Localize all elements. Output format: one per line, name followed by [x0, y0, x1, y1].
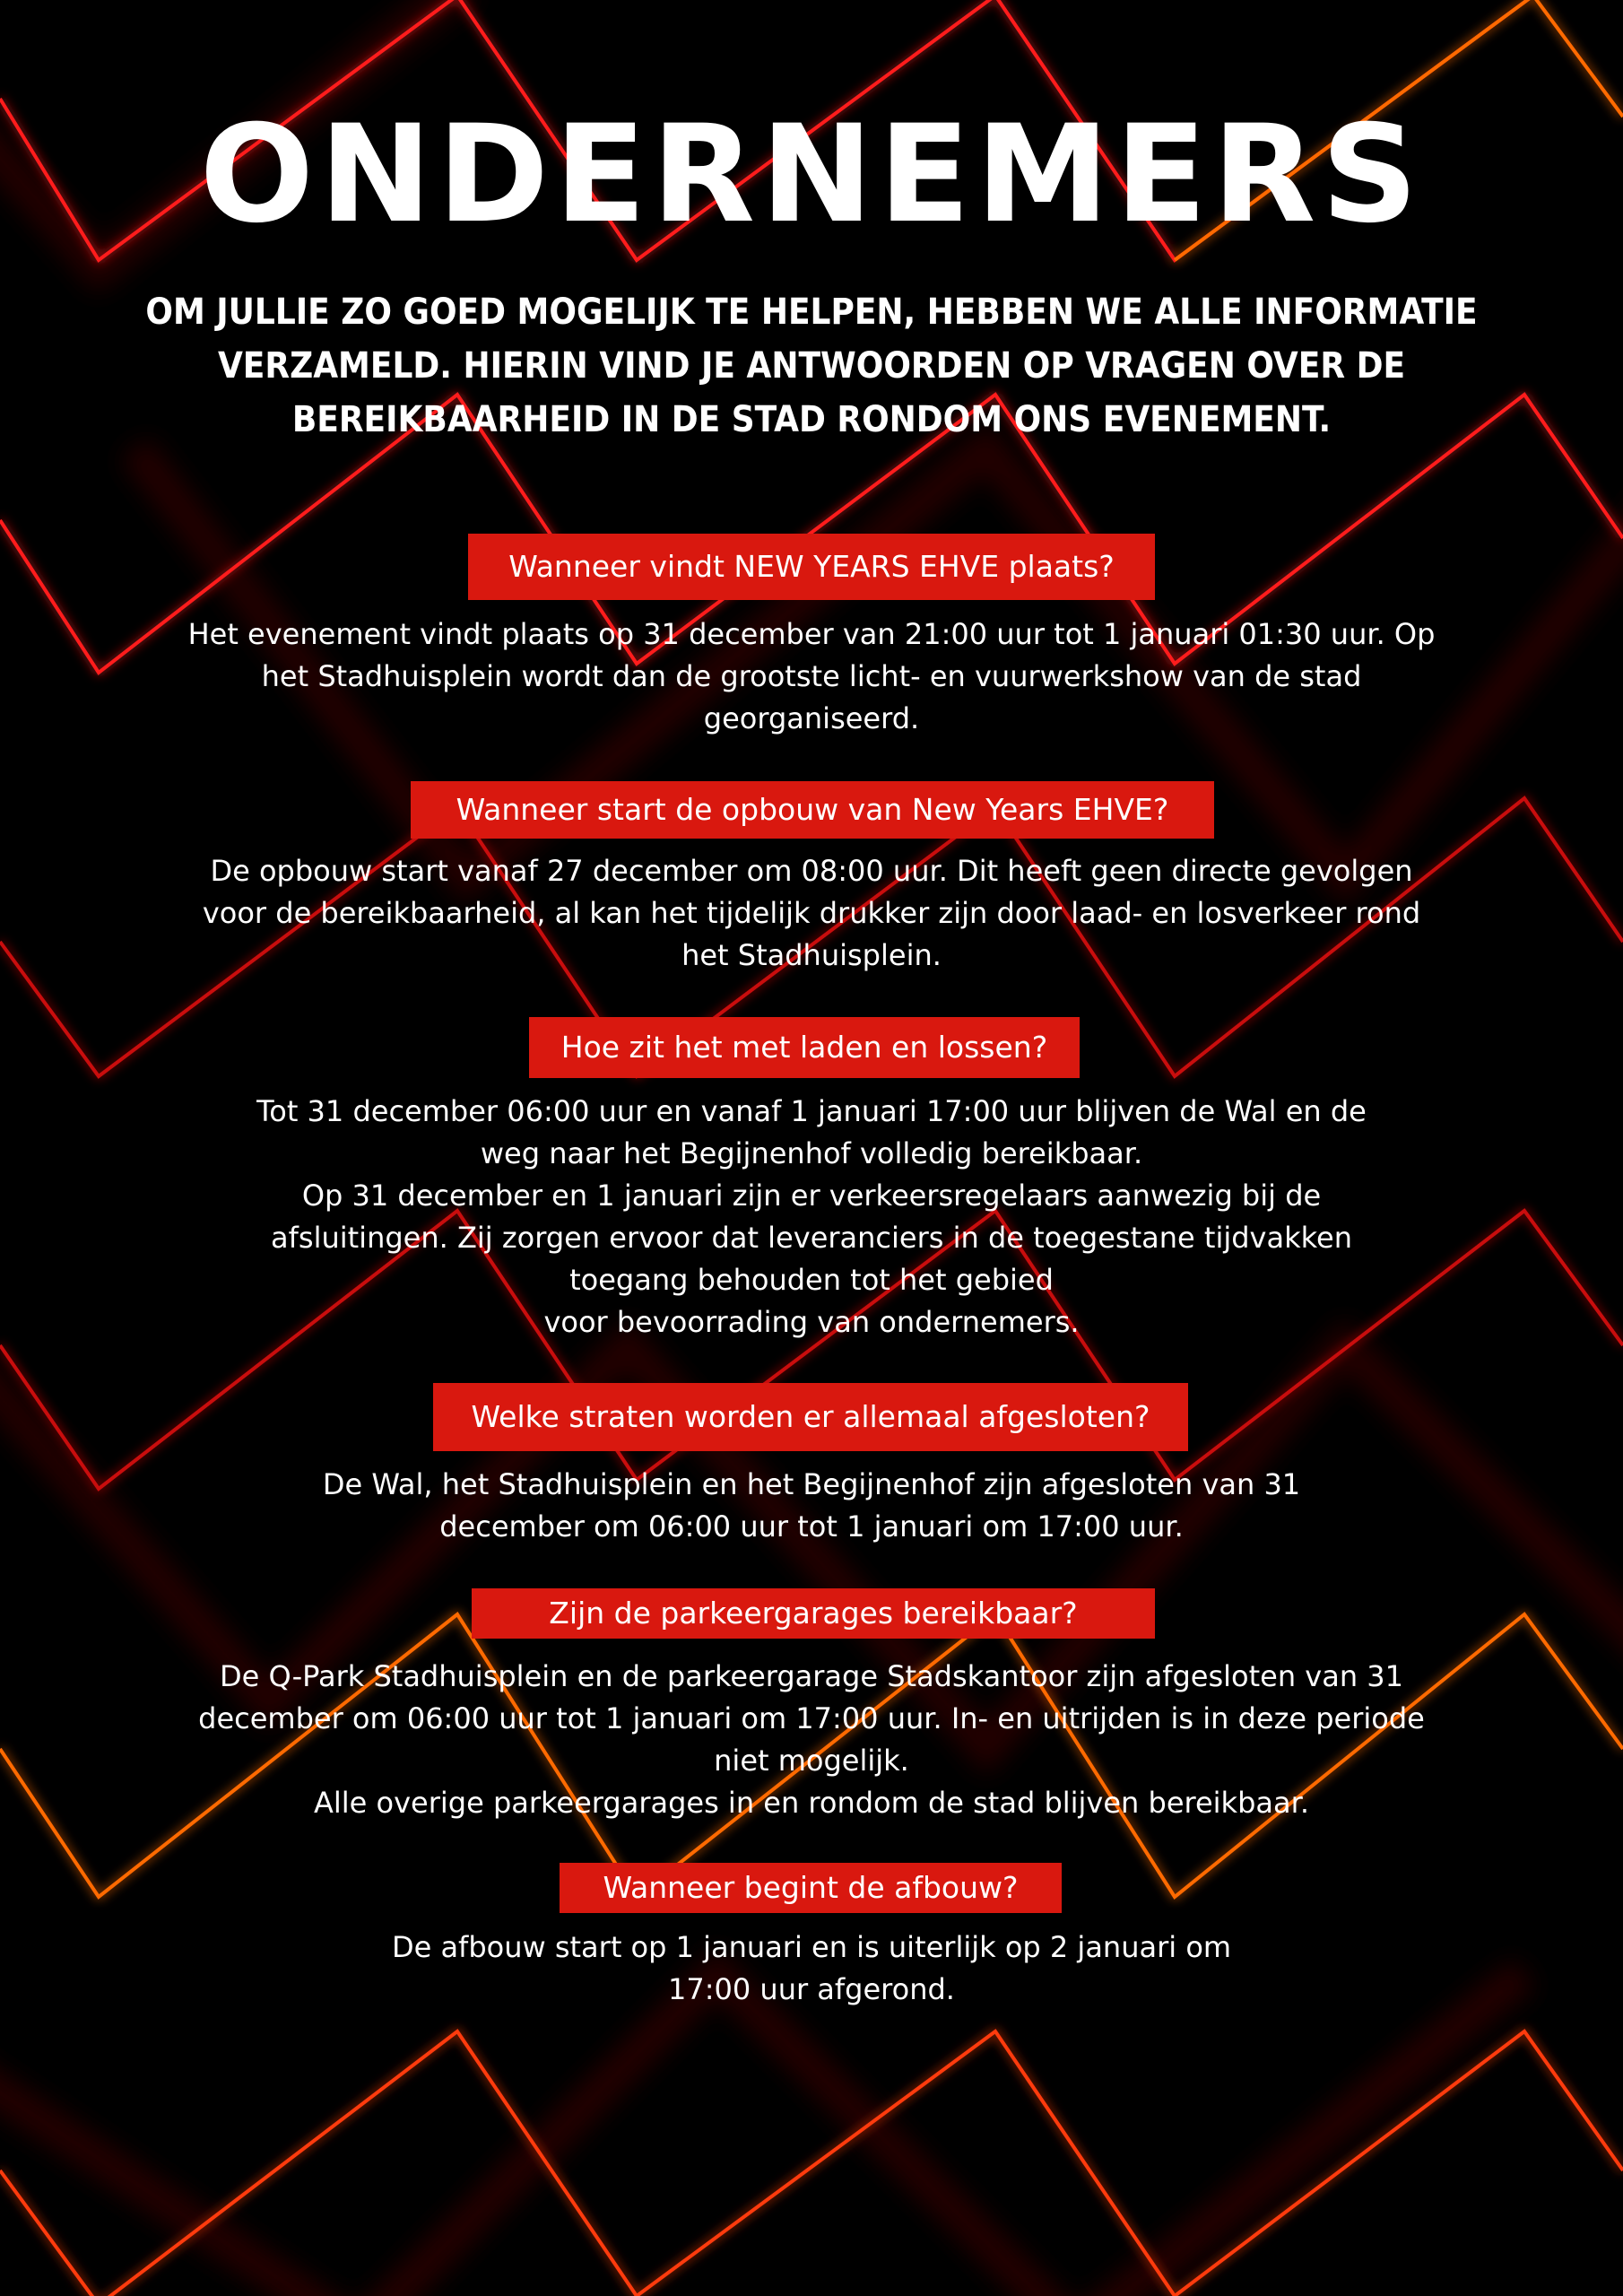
intro-text: OM JULLIE ZO GOED MOGELIJK TE HELPEN, HEBBEN WE ALLE INFORMATIE VERZAMELD. HIERIN VIND JE ANTWOORDEN OP VRAGEN OVER DE BEREIKBAARHEID IN DE STAD RONDOM ONS EVENEMENT.	[145, 291, 1478, 440]
faq-answer-2	[184, 850, 1439, 977]
faq-answer-4-text: De Wal, het Stadhuisplein en het Begijnenhof zijn afgesloten van 31 december om 06:00 uur tot 1 januari om 17:00 uur.	[322, 1467, 1301, 1544]
faq-answer-5-text-2: Alle overige parkeergarages in en rondom de stad blijven bereikbaar.	[314, 1786, 1309, 1820]
faq-question-3: Hoe zit het met laden en lossen?	[529, 1017, 1080, 1078]
faq-answer-2-text: De opbouw start vanaf 27 december om 08:00 uur. Dit heeft geen directe gevolgen voor de bereikbaarheid, al kan het tijdelijk drukker zijn door laad- en losverkeer rond het Stadhuisplein.	[202, 854, 1421, 972]
page-title: ONDERNEMERS	[199, 97, 1424, 253]
faq-question-4: Welke straten worden er allemaal afgesloten?	[433, 1383, 1188, 1451]
faq-question-2: Wanneer start de opbouw van New Years EHVE?	[411, 781, 1214, 839]
faq-answer-1-text: Het evenement vindt plaats op 31 december van 21:00 uur tot 1 januari 01:30 uur. Op het Stadhuisplein wordt dan de grootste licht- en vuurwerkshow van de stad georganiseerd.	[187, 617, 1436, 735]
faq-answer-6-text: De afbouw start op 1 januari en is uiterlijk op 2 januari om 17:00 uur afgerond.	[391, 1930, 1232, 2006]
faq-answer-3-text-2: Op 31 december en 1 januari zijn er verkeersregelaars aanwezig bij de afsluitingen. Zij zorgen ervoor dat leveranciers in de toegestane tijdvakken toegang behouden tot het gebied	[271, 1178, 1352, 1297]
faq-question-5: Zijn de parkeergarages bereikbaar?	[472, 1588, 1155, 1639]
faq-answer-4	[273, 1464, 1350, 1548]
faq-question-1: Wanneer vindt NEW YEARS EHVE plaats?	[468, 534, 1155, 600]
faq-answer-3-text-3: voor bevoorrading van ondernemers.	[543, 1305, 1080, 1339]
faq-answer-3-text-1: Tot 31 december 06:00 uur en vanaf 1 januari 17:00 uur blijven de Wal en de weg naar het Begijnenhof volledig bereikbaar.	[256, 1094, 1367, 1170]
faq-answer-6	[363, 1926, 1260, 2011]
faq-answer-5	[184, 1656, 1439, 1824]
faq-answer-3	[229, 1091, 1394, 1344]
faq-question-6: Wanneer begint de afbouw?	[560, 1863, 1062, 1913]
faq-answer-5-text-1: De Q-Park Stadhuisplein en de parkeergarage Stadskantoor zijn afgesloten van 31 december om 06:00 uur tot 1 januari om 17:00 uur. In- en uitrijden is in deze periode niet mogelijk.	[198, 1659, 1425, 1778]
faq-answer-1	[184, 613, 1439, 740]
